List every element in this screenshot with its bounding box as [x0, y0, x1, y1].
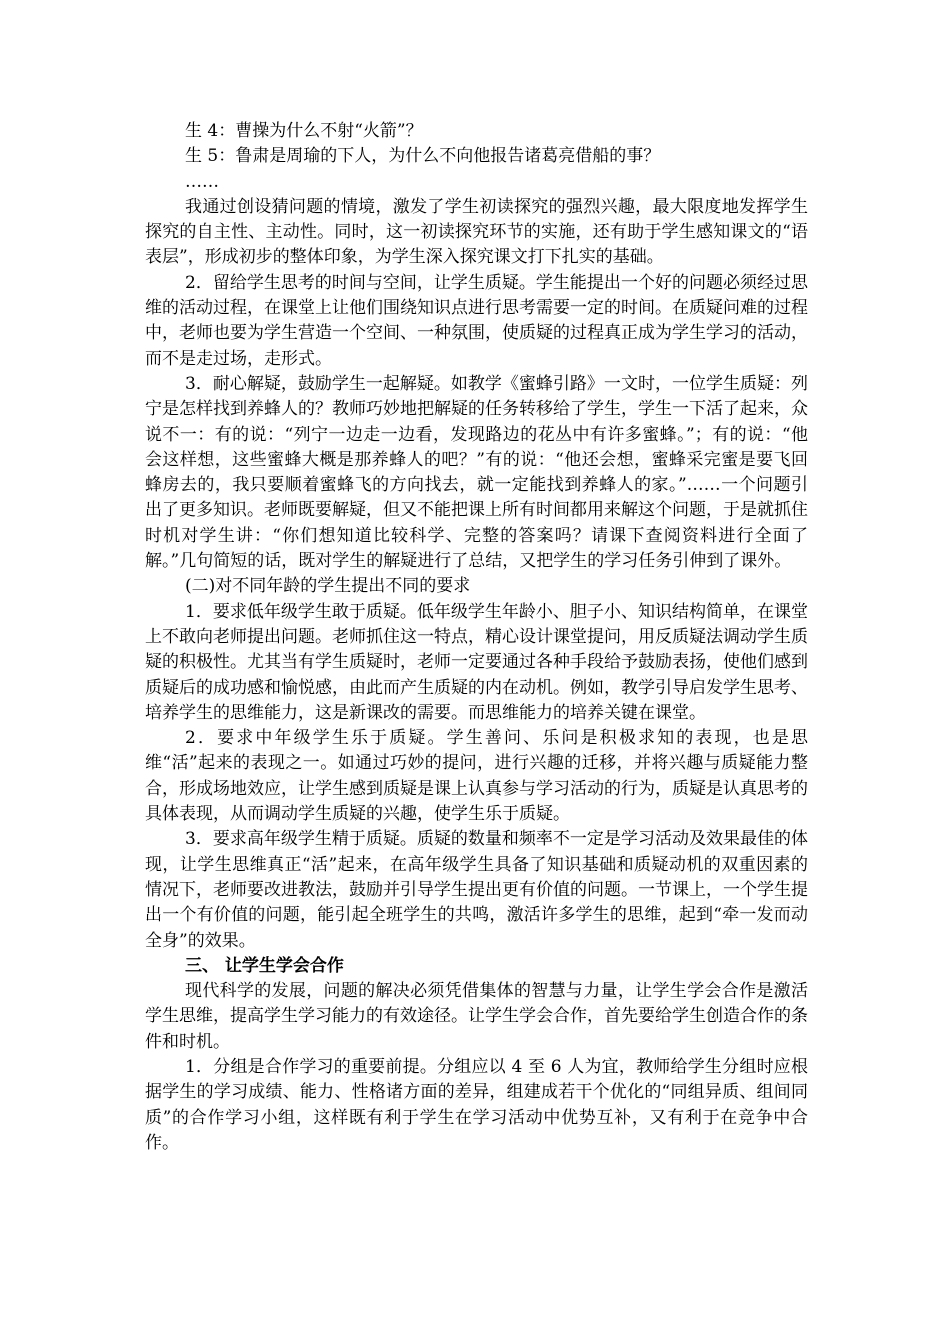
- section-heading-cooperation: 三、 让学生学会合作: [185, 955, 344, 976]
- paragraph-cooperation-intro: 现代科学的发展，问题的解决必须凭借集体的智慧与力量，让学生学会合作是激活学生思维，提高学生学习能力的有效途径。让学生学会合作，首先要给学生创造合作的条件和时机。: [145, 981, 808, 1052]
- paragraph-guessing-scenario: 我通过创设猜问题的情境，激发了学生初读探究的强烈兴趣，最大限度地发挥学生探究的自主性、主动性。同时，这一初读探究环节的实施，还有助于学生感知课文的“语表层”，形成初步的整体印象，为学生深入探究课文打下扎实的基础。: [145, 196, 808, 268]
- paragraph-point-3-patient-answer: 3．耐心解疑，鼓励学生一起解疑。如教学《蜜蜂引路》一文时，一位学生质疑：列宁是怎样找到养蜂人的？教师巧妙地把解疑的任务转移给了学生，学生一下活了起来，众说不一：有的说：“列宁一边走一边看，发现路边的花丛中有许多蜜蜂。”；有的说：“他会这样想，这些蜜蜂大概是那养蜂人的吧？”有的说：“他还会想，蜜蜂采完蜜是要飞回蜂房去的，我只要顺着蜜蜂飞的方向找去，就一定能找到养蜂人的家。”……一个问题引出了更多知识。老师既要解疑，但又不能把课上所有时间都用来解这个问题，于是就抓住时机对学生讲：“你们想知道比较科学、完整的答案吗？请课下查阅资料进行全面了解。”几句简短的话，既对学生的解疑进行了总结，又把学生的学习任务引伸到了课外。: [145, 373, 808, 572]
- paragraph-middle-grade: 2．要求中年级学生乐于质疑。学生善问、乐问是积极求知的表现，也是思维“活”起来的表现之一。如通过巧妙的提问，进行兴趣的迁移，并将兴趣与质疑能力整合，形成场地效应，让学生感到质疑是课上认真参与学习活动的行为，质疑是认真思考的具体表现，从而调动学生质疑的兴趣，使学生乐于质疑。: [145, 728, 808, 825]
- document-page: [145, 119, 808, 1156]
- paragraph-grouping: 1．分组是合作学习的重要前提。分组应以 4 至 6 人为宜，教师给学生分组时应根据学生的学习成绩、能力、性格诸方面的差异，组建成若干个优化的“同组异质、组间同质”的合作学习小组，这样既有利于学生在学习活动中优势互补，又有利于在竞争中合作。: [145, 1056, 808, 1153]
- subsection-heading-different-ages: (二)对不同年龄的学生提出不同的要求: [185, 576, 471, 597]
- paragraph-high-grade: 3．要求高年级学生精于质疑。质疑的数量和频率不一定是学习活动及效果最佳的体现，让学生思维真正“活”起来，在高年级学生具备了知识基础和质疑动机的双重因素的情况下，老师要改进教法，鼓励并引导学生提出更有价值的问题。一节课上，一个学生提出一个有价值的问题，能引起全班学生的共鸣，激活许多学生的思维，起到“牵一发而动全身”的效果。: [145, 829, 808, 951]
- dialogue-line-student-4: 生 4：曹操为什么不射“火箭”？: [185, 121, 423, 141]
- paragraph-low-grade: 1．要求低年级学生敢于质疑。低年级学生年龄小、胆子小、知识结构简单，在课堂上不敢向老师提出问题。老师抓住这一特点，精心设计课堂提问，用反质疑法调动学生质疑的积极性。尤其当有学生质疑时，老师一定要通过各种手段给予鼓励表扬，使他们感到质疑后的成功感和愉悦感，由此而产生质疑的内在动机。例如，教学引导启发学生思考、培养学生的思维能力，这是新课改的需要。而思维能力的培养关键在课堂。: [145, 601, 808, 723]
- paragraph-point-2-time-space: 2．留给学生思考的时间与空间，让学生质疑。学生能提出一个好的问题必须经过思维的活动过程，在课堂上让他们围绕知识点进行思考需要一定的时间。在质疑问难的过程中，老师也要为学生营造一个空间、一种氛围，使质疑的过程真正成为学生学习的活动，而不是走过场，走形式。: [145, 272, 808, 369]
- ellipsis-line: ……: [185, 171, 219, 192]
- dialogue-line-student-5: 生 5：鲁肃是周瑜的下人，为什么不向他报告诸葛亮借船的事？: [185, 146, 661, 167]
